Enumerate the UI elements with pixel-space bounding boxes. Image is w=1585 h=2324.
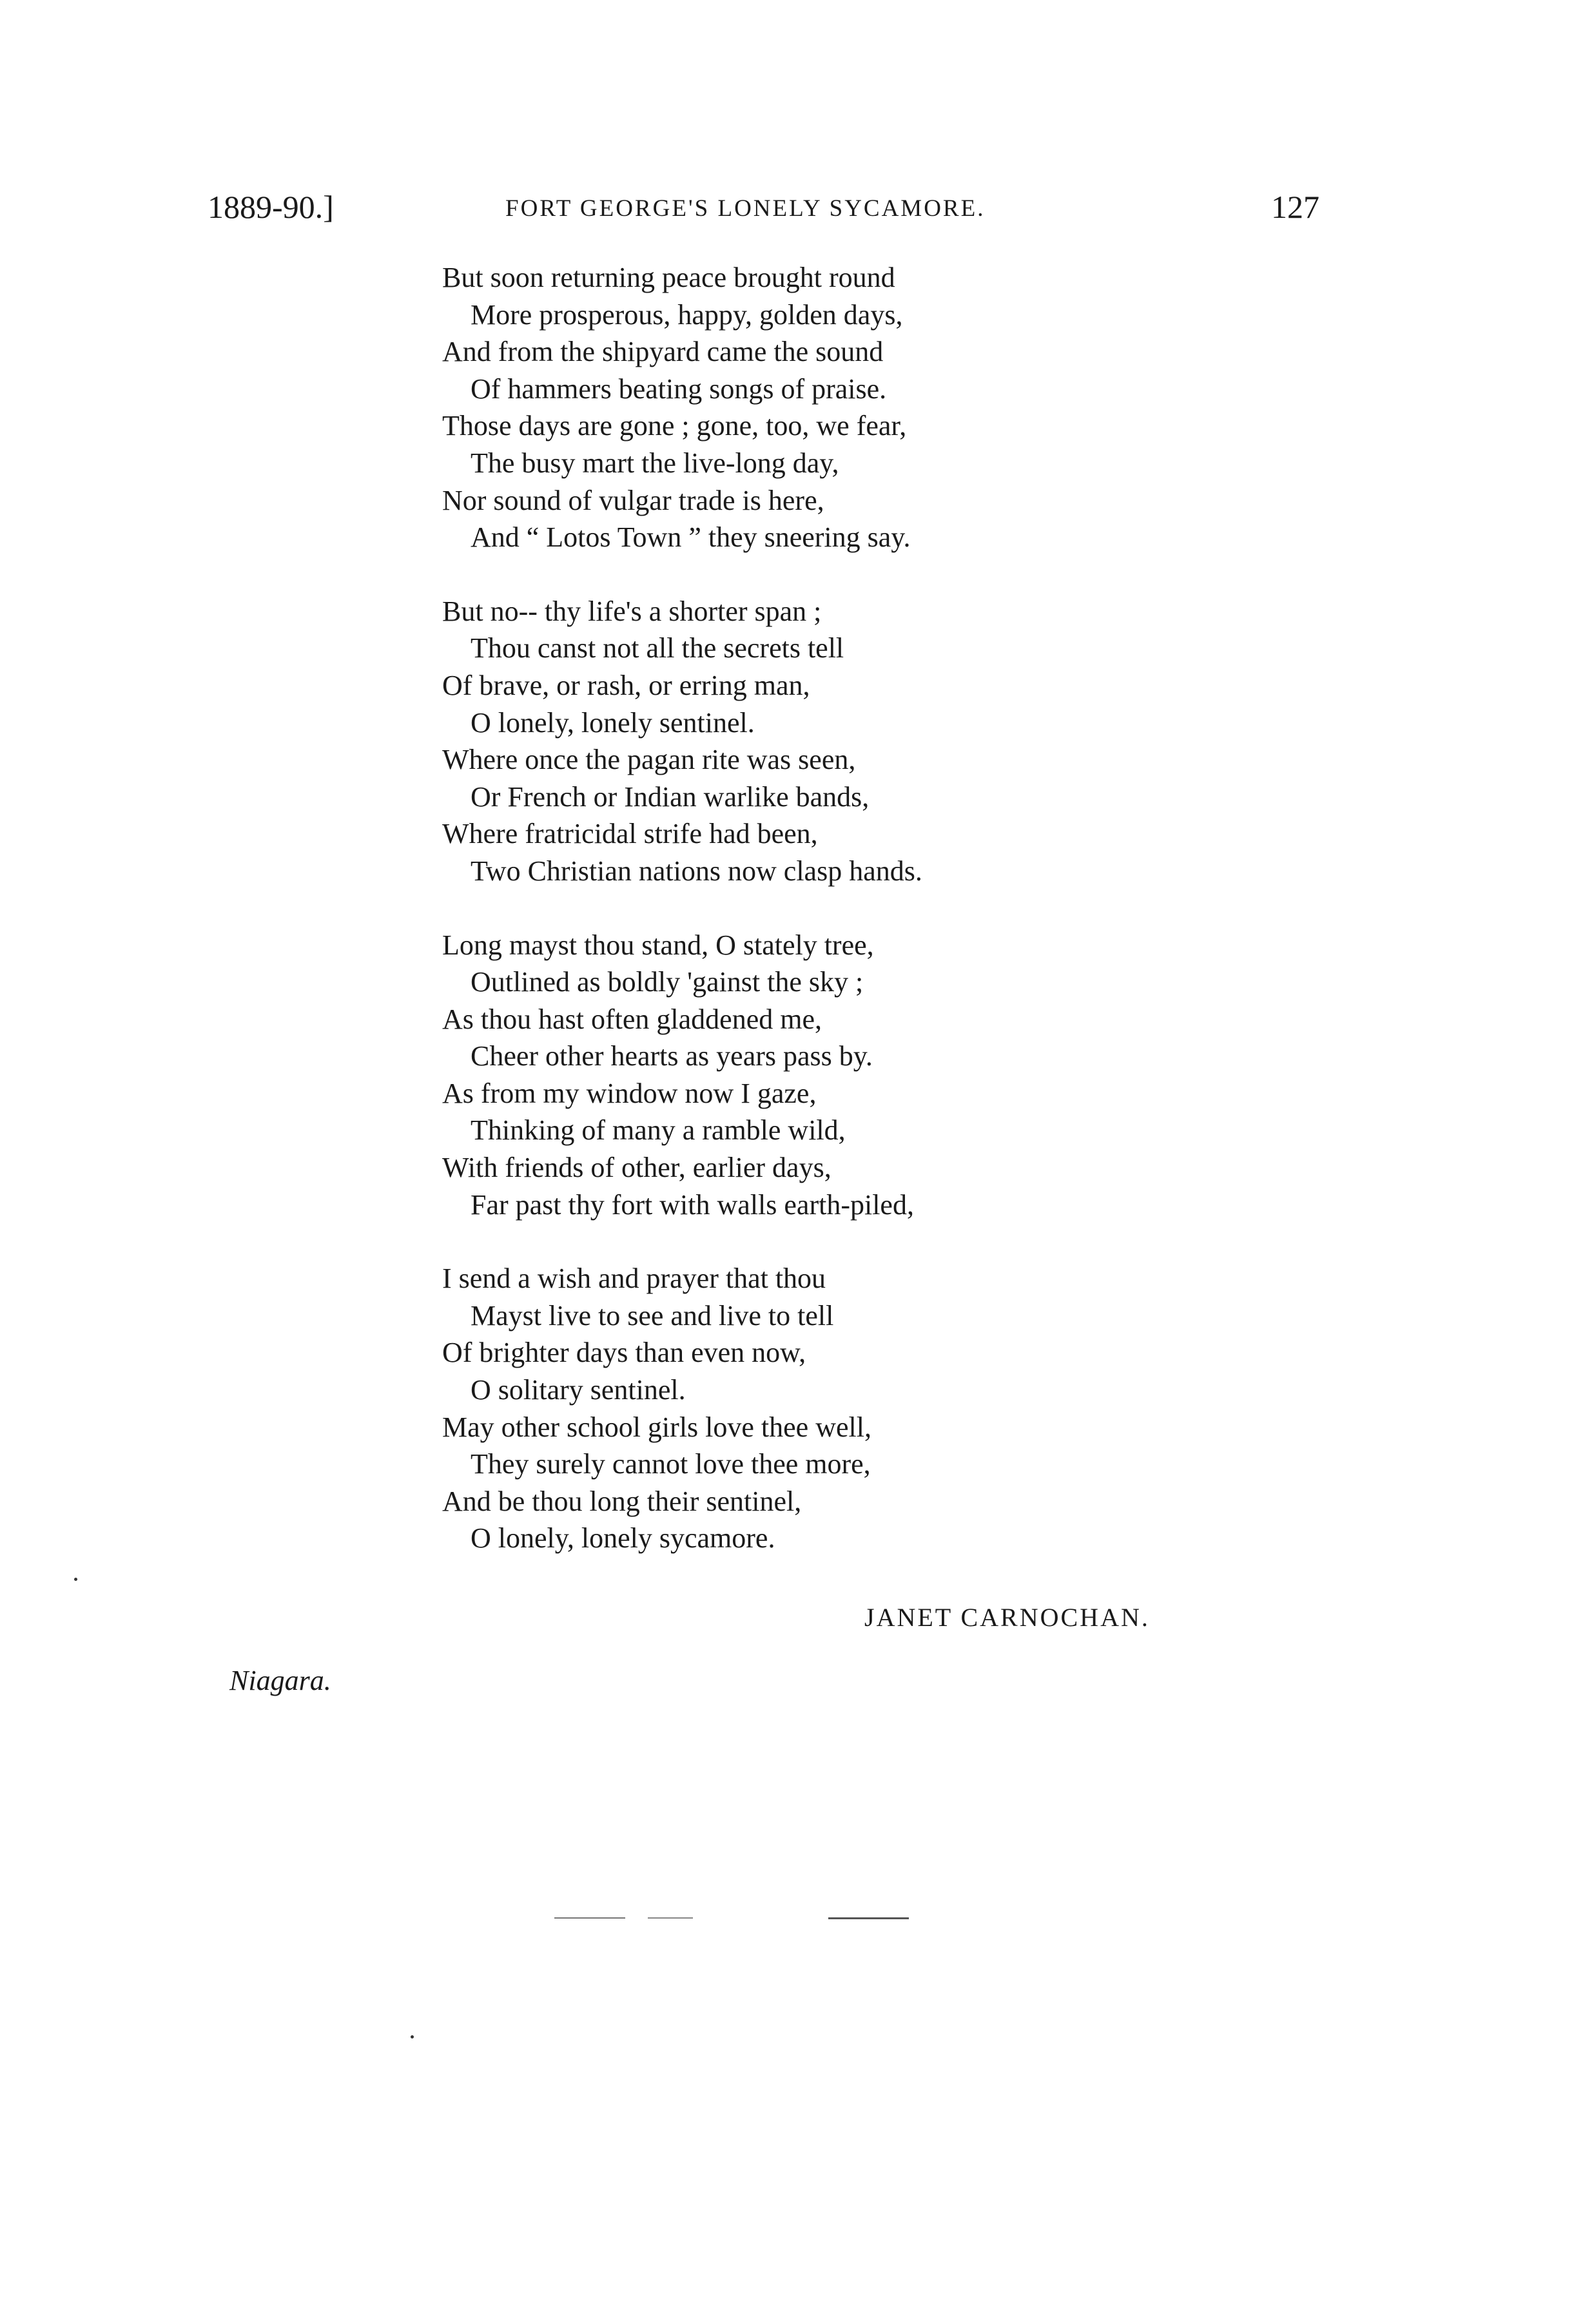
stanza-4 [442,1260,1216,1557]
stanza-1 [442,259,1216,556]
running-header [0,188,1585,233]
place-of-writing: Niagara. [229,1665,331,1696]
stanza-2 [442,593,1216,890]
poem-line: Those days are gone ; gone, too, we fear, [442,410,907,442]
poem-line: With friends of other, earlier days, [442,1152,831,1184]
divider-rule [648,1917,693,1919]
poem-line: And “ Lotos Town ” they sneering say. [471,521,911,554]
poem-line: Two Christian nations now clasp hands. [471,855,922,887]
volume-label: 1889-90.] [208,189,334,225]
poem-line: Far past thy fort with walls earth-piled, [471,1188,914,1221]
poem-line: And from the shipyard came the sound [442,336,884,368]
poem-line: Nor sound of vulgar trade is here, [442,484,824,516]
poem-line: O lonely, lonely sycamore. [471,1522,775,1554]
poem-line: And be thou long their sentinel, [442,1485,802,1517]
poem-line: As from my window now I gaze, [442,1077,817,1109]
poem [442,259,1216,1594]
poem-line: Mayst live to see and live to tell [471,1299,834,1331]
poem-line: Where fratricidal strife had been, [442,818,818,850]
poem-line: Cheer other hearts as years pass by. [471,1040,873,1072]
poem-line: Thinking of many a ramble wild, [471,1114,846,1147]
poem-line: Of brighter days than even now, [442,1337,806,1369]
poem-line: Where once the pagan rite was seen, [442,744,856,776]
poem-line: Of hammers beating songs of praise. [471,373,887,405]
author-signature: JANET CARNOCHAN. [864,1603,1150,1632]
stanza-3 [442,927,1216,1224]
running-title: FORT GEORGE'S LONELY SYCAMORE. [505,195,986,222]
poem-line: More prosperous, happy, golden days, [471,298,903,331]
poem-line: O solitary sentinel. [471,1374,686,1406]
poem-line: O lonely, lonely sentinel. [471,706,755,739]
divider-rule [828,1917,909,1919]
poem-line: Or French or Indian warlike bands, [471,780,870,813]
poem-line: But no-- thy life's a shorter span ; [442,595,822,627]
poem-line: But soon returning peace brought round [442,262,895,293]
divider-rule [554,1917,625,1919]
poem-line: Thou canst not all the secrets tell [471,632,844,664]
poem-line: As thou hast often gladdened me, [442,1003,822,1035]
scan-speck [411,2035,414,2038]
poem-line: I send a wish and prayer that thou [442,1263,826,1295]
scan-speck [74,1578,77,1581]
poem-line: Long mayst thou stand, O stately tree, [442,929,874,961]
poem-line: They surely cannot love thee more, [471,1448,871,1480]
poem-line: May other school girls love thee well, [442,1411,871,1443]
page-number: 127 [1271,189,1319,225]
poem-line: Outlined as boldly 'gainst the sky ; [471,966,864,998]
poem-line: The busy mart the live-long day, [471,447,839,479]
poem-line: Of brave, or rash, or erring man, [442,669,810,701]
